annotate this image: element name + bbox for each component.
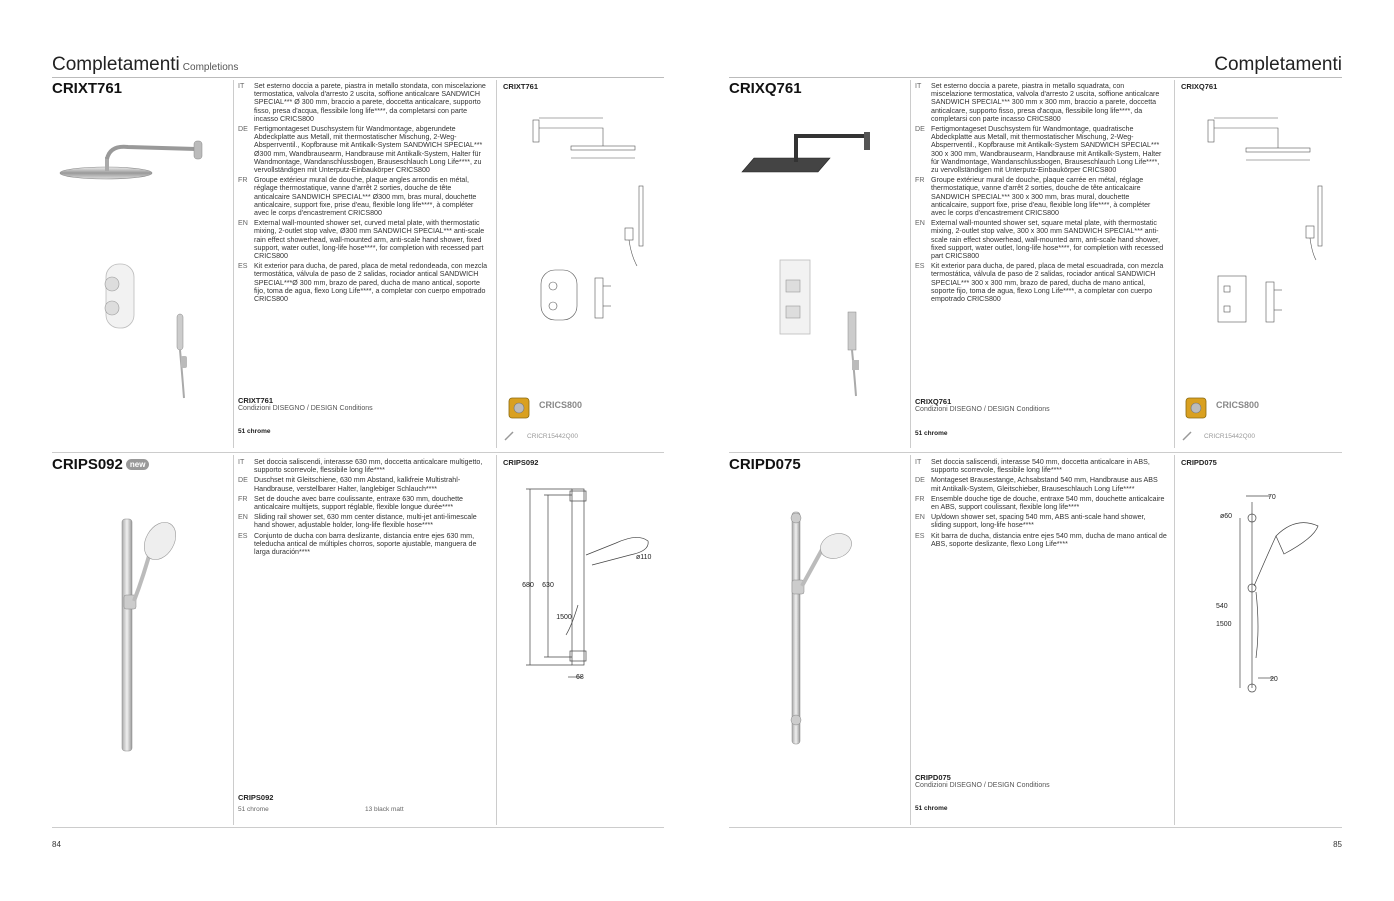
design-conditions: Condizioni DISEGNO / DESIGN Conditions: [915, 406, 1050, 413]
description-text: Groupe extérieur mural de douche, plaque angles arrondis en métal, réglage thermostatique, vanne d'arrêt 2 sorties, douche de tête anticalcaire SANDWICH SPECIAL*** Ø300 mm, bras mural, douchette anticalcaire, support fixe, prise d'eau, flexible long life****, à compléter avec le corps d'encastrement CRICS800: [254, 176, 477, 218]
section-divider: [729, 452, 1342, 453]
dimension-label: 680: [522, 582, 534, 589]
product-descriptions: [238, 458, 488, 558]
round-thermostat-plate-image: [100, 262, 140, 332]
design-conditions: Condizioni DISEGNO / DESIGN Conditions: [238, 405, 373, 412]
hand-shower-image: [842, 310, 862, 400]
column-divider: [496, 455, 497, 825]
language-code: DE: [915, 125, 925, 134]
language-code: FR: [915, 176, 925, 185]
recessed-part-sub: CRICR15442Q00: [527, 433, 578, 440]
description-text: Set de douche avec barre coulissante, entraxe 630 mm, douchette anticalcaire multijets, support réglable, flexible longue durée****: [254, 494, 463, 512]
column-divider: [233, 455, 234, 825]
dimension-label: 20: [1270, 676, 1278, 683]
language-code: EN: [915, 513, 925, 522]
description-text: Kit barra de ducha, distancia entre ejes 540 mm, ducha de mano antical de ABS, soporte deslizante, flexo Long Life****: [931, 531, 1167, 548]
page-title: Completamenti: [52, 54, 180, 75]
description-text: Duschset mit Gleitschiene, 630 mm Abstand, kalkfreie Multistrahl-Handbrause, verstellbarer Halter, langlebiger Schlauch****: [254, 476, 461, 493]
product-descriptions: [915, 458, 1167, 550]
product-code: CRIPD075: [729, 456, 801, 473]
dimension-label: 70: [1268, 494, 1276, 501]
product-code: CRIPS092: [52, 456, 123, 473]
description-text: External wall-mounted shower set, square metal plate, with thermostatic mixing, 2-outlet stop valve, 300 x 300 mm SANDWICH SPECIAL*** anti-scale rain effect showerhead, wall-mounted arm, anti-scale hand shower, fixed support, water outlet, long-life hose****, for completion with recessed part CRICS800: [931, 219, 1164, 261]
description-text: Set esterno doccia a parete, piastra in metallo stondata, con miscelazione termostatica, valvola d'arresto 2 uscita, soffione anticalcare SANDWICH SPECIAL*** Ø 300 mm, braccio a parete, doccetta anticalcare, supporto fisso, presa d'acqua, flessibile long life****, da completarsi con parte incasso CRICS800: [254, 82, 486, 123]
bottom-product-code: CRIPS092: [238, 793, 274, 802]
language-code: ES: [238, 262, 248, 271]
dimension-label: ø110: [636, 554, 652, 561]
recessed-part-sub: CRICR15442Q00: [1204, 433, 1255, 440]
language-code: ES: [238, 531, 248, 540]
description-text: Set esterno doccia a parete, piastra in metallo squadrata, con miscelazione termostatica, valvola d'arresto 2 uscita, soffione anticalcare SANDWICH SPECIAL*** 300 mm x 300 mm, braccio a parete, doccetta anticalcare, supporto fisso, presa d'acqua, flessibile long life****, da completarsi con parte incasso CRICS800: [931, 82, 1160, 123]
hand-shower-image: [170, 312, 190, 402]
design-conditions: Condizioni DISEGNO / DESIGN Conditions: [915, 782, 1050, 789]
sliding-bar-shower-image: [770, 508, 860, 748]
description-text: Kit exterior para ducha, de pared, placa de metal redondeada, con mezcla termostática, válvula de paso de 2 salidas, rociador antical SANDWICH SPECIAL***Ø 300 mm, brazo de pared, ducha de mano antical, soporte fijo, toma de agua, flexo Long Life****, a completar con cuerpo empotrado CRICS800: [254, 262, 488, 304]
description-text: External wall-mounted shower set, curved metal plate, with thermostatic mixing, 2-outlet stop valve, Ø300 mm SANDWICH SPECIAL*** anti-scale rain effect showerhead, wall-mounted arm, anti-scale hand shower, fixed support, water outlet, long-life hose****, for completion with recessed part CRICS800: [254, 219, 485, 261]
description-text: Ensemble douche tige de douche, entraxe 540 mm, douchette anticalcaire en ABS, support coulissant, flexible long life****: [931, 494, 1165, 512]
description-text: Sliding rail shower set, 630 mm center distance, multi-jet anti-limescale hand shower, adjustable holder, long-life flexible hose****: [254, 513, 477, 530]
finish-label: 51 chrome: [238, 806, 269, 813]
dimension-label: 540: [1216, 603, 1228, 610]
language-code: EN: [915, 219, 925, 228]
description-text: Conjunto de ducha con barra deslizante, distancia entre ejes 630 mm, teleducha antical de múltiples chorros, soporte ajustable, manguera de larga duración****: [254, 531, 477, 557]
column-divider: [1174, 455, 1175, 825]
page-subtitle: Completions: [182, 62, 239, 73]
language-code: DE: [238, 476, 248, 485]
language-code: EN: [238, 219, 248, 228]
description-text: Montageset Brausestange, Achsabstand 540 mm, Handbrause aus ABS mit Antikalk-System, Gleitschieber, Brauseschlauch Long Life****: [931, 476, 1158, 493]
description-text: Set doccia saliscendi, interasse 540 mm, doccetta anticalcare in ABS, supporto scorrevole, flessibile long life****: [931, 458, 1150, 475]
page-number-right: 85: [1333, 840, 1342, 849]
bottom-product-code: CRIXT761: [238, 396, 274, 405]
left-page-header: [52, 54, 238, 76]
bottom-product-code: CRIPD075: [915, 773, 951, 782]
recessed-part-code: CRICS800: [1216, 400, 1260, 410]
description-text: Set doccia saliscendi, interasse 630 mm, doccetta anticalcare multigetto, supporto scorrevole, flessibile long life****: [254, 458, 483, 475]
dimension-label: 68: [576, 674, 584, 681]
product-heading: [52, 456, 149, 474]
finish-label: 13 black matt: [365, 806, 404, 813]
language-code: IT: [915, 82, 922, 90]
technical-drawing: [520, 485, 660, 685]
dimension-label: 1500: [556, 614, 572, 621]
product-descriptions: [238, 82, 488, 305]
round-showerhead-image: [58, 135, 208, 185]
finish-label: 51 chrome: [238, 428, 271, 435]
language-code: ES: [915, 262, 925, 271]
dimension-label: 1500: [1216, 621, 1232, 628]
language-code: IT: [915, 458, 922, 466]
square-thermostat-plate-image: [776, 258, 816, 338]
language-code: EN: [238, 513, 248, 522]
description-text: Fertigmontageset Duschsystem für Wandmontage, abgerundete Abdeckplatte aus Metall, mit thermostatischer Mischung, 2-Weg-Absperrventil., Kopfbrause mit Antikalk-System SANDWICH SPECIAL*** Ø300 mm, Wandbrausearm, Handbrause mit Antikalk-System, Halter für Wandmontage, Wandanschlussbogen, Brauseschlauch Long Life****, zu vervollständigen mit Unterputz-Einbaukörper CRICS800: [254, 125, 483, 175]
page-title-right: Completamenti: [1214, 54, 1342, 75]
technical-drawing: [1210, 488, 1340, 703]
section-divider: [52, 452, 664, 453]
column-divider: [233, 80, 234, 448]
language-code: DE: [915, 476, 925, 485]
wrench-icon: [1181, 430, 1195, 442]
finish-label: 51 chrome: [915, 430, 948, 437]
diagram-label: CRIXQ761: [1181, 82, 1218, 91]
bottom-divider: [729, 827, 1342, 828]
dimension-label: 630: [542, 582, 554, 589]
description-text: Groupe extérieur mural de douche, plaque carrée en métal, réglage thermostatique, vanne d'arrêt 2 sorties, douche de tête anticalcaire SANDWICH SPECIAL*** 300 x 300 mm, bras mural, douchette anticalcaire, support fixe, prise d'eau, flexible long life****, à compléter avec le corps d'encastrement CRICS800: [931, 176, 1151, 218]
header-divider: [52, 77, 664, 78]
description-text: Up/down shower set, spacing 540 mm, ABS anti-scale hand shower, sliding support, long-life hose****: [931, 513, 1146, 530]
language-code: IT: [238, 82, 245, 90]
column-divider: [910, 80, 911, 448]
diagram-label: CRIPD075: [1181, 458, 1217, 467]
technical-drawing: [1186, 108, 1342, 330]
language-code: FR: [238, 176, 248, 185]
finish-label: 51 chrome: [915, 805, 948, 812]
language-code: DE: [238, 125, 248, 134]
page-number: 84: [52, 840, 61, 849]
diagram-label: CRIXT761: [503, 82, 539, 91]
description-text: Fertigmontageset Duschsystem für Wandmontage, quadratische Abdeckplatte aus Metall, mit thermostatischer Mischung, 2-Weg-Absperrventil., Kopfbrause mit Antikalk-System SANDWICH SPECIAL*** 300 x 300 mm, Wandbrausearm, Handbrause mit Antikalk-System, Halter für Wandmontage, Wandanschlussbogen, Brauseschlauch Long Life****, zu vervollständigen mit Unterputz-Einbaukörper CRICS800: [931, 125, 1162, 175]
recessed-part-code: CRICS800: [539, 400, 583, 410]
product-code: CRIXT761: [52, 80, 123, 97]
square-showerhead-image: [738, 128, 878, 178]
technical-drawing: [503, 110, 663, 330]
diagram-label: CRIPS092: [503, 458, 539, 467]
language-code: FR: [238, 494, 248, 503]
sliding-rail-shower-image: [100, 515, 190, 755]
language-code: ES: [915, 531, 925, 540]
column-divider: [496, 80, 497, 448]
new-badge: new: [126, 459, 150, 470]
bottom-product-code: CRIXQ761: [915, 397, 952, 406]
dimension-label: ø60: [1220, 513, 1233, 520]
product-code: CRIXQ761: [729, 80, 802, 97]
wrench-icon: [503, 430, 517, 442]
language-code: FR: [915, 494, 925, 503]
recessed-body-icon: [506, 395, 532, 421]
column-divider: [1174, 80, 1175, 448]
recessed-body-icon: [1183, 395, 1209, 421]
column-divider: [910, 455, 911, 825]
bottom-divider: [52, 827, 664, 828]
product-descriptions: [915, 82, 1167, 305]
language-code: IT: [238, 458, 245, 466]
description-text: Kit exterior para ducha, de pared, placa de metal escuadrada, con mezcla termostática, válvula de paso de 2 salidas, rociador antical SANDWICH SPECIAL*** 300 x 300 mm, brazo de pared, ducha de mano antical, soporte fijo, toma de agua, flexo Long Life****, a completar con cuerpo empotrado CRICS800: [931, 262, 1164, 304]
header-divider-right: [729, 77, 1342, 78]
